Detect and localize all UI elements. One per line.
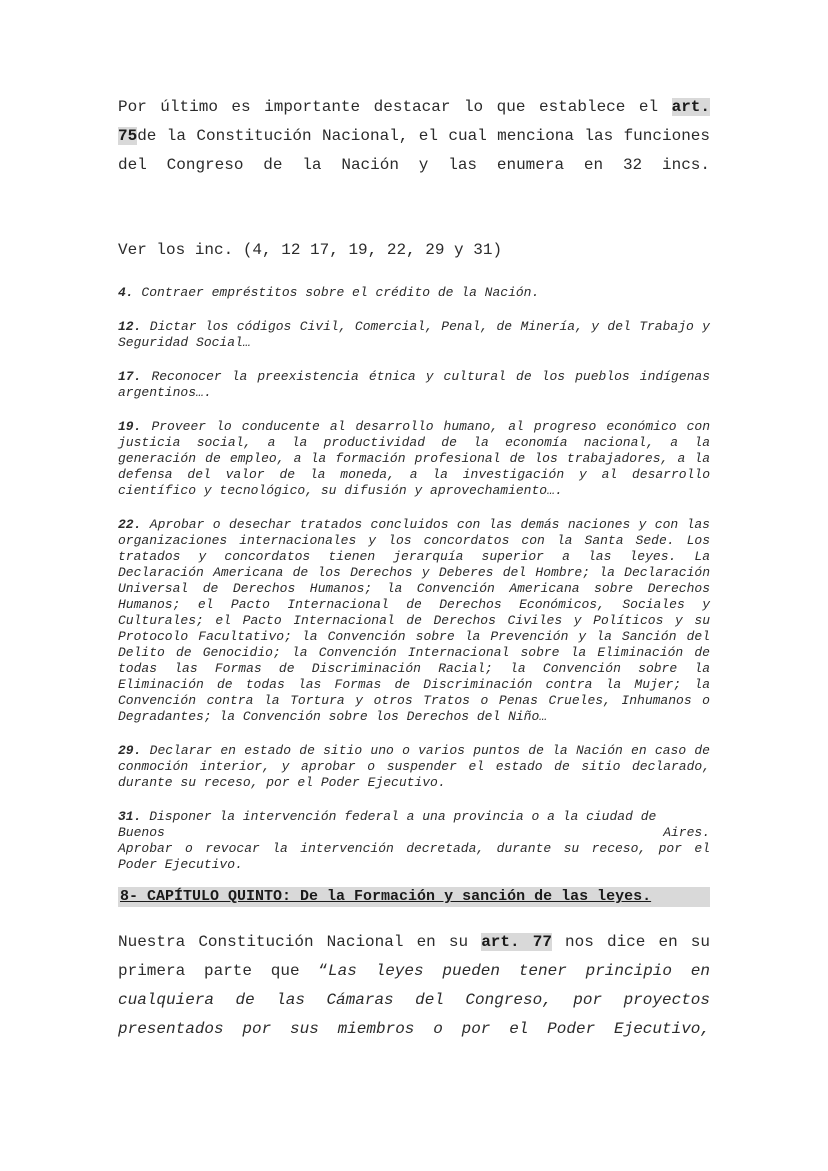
article-77-highlight: art. 77 — [481, 933, 552, 951]
inciso-number: 29. — [118, 743, 142, 758]
inciso-22 — [118, 517, 710, 725]
inciso-17 — [118, 369, 710, 401]
chapter-title: CAPÍTULO QUINTO: De la Formación y sanción de las leyes. — [147, 888, 652, 905]
article-77-quote: Las leyes pueden tener principio en cualquiera de las Cámaras del Congreso, por proyectos presentados por sus miembros o por el Poder Ejecutivo, — [118, 962, 710, 1038]
chapter-heading — [118, 887, 710, 907]
inciso-19 — [118, 419, 710, 499]
intro-paragraph — [118, 93, 710, 209]
paragraph-text: Nuestra Constitución Nacional en su — [118, 933, 482, 951]
inciso-number: 19. — [118, 419, 142, 434]
inciso-number: 31. — [118, 809, 142, 824]
paragraph-text-continued: nos dice en su primera parte que “ — [118, 933, 710, 980]
inciso-text: Declarar en estado de sitio uno o varios puntos de la Nación en caso de conmoción interior, y aprobar o suspender el estado de sitio declarado, durante su receso, por el Poder Ejecutivo. — [118, 743, 710, 790]
inciso-text: Reconocer la preexistencia étnica y cultural de los pueblos indígenas argentinos…. — [118, 369, 710, 400]
inciso-text-rest: Aprobar o revocar la intervención decretada, durante su receso, por el Poder Ejecutivo. — [118, 841, 710, 872]
inciso-text-right: Aires. — [663, 825, 710, 840]
inciso-number: 22. — [118, 517, 142, 532]
article-75-highlight: art. 75 — [118, 98, 710, 145]
article-77-paragraph — [118, 928, 710, 1073]
inciso-number: 12. — [118, 319, 142, 334]
inciso-text: Aprobar o desechar tratados concluidos con las demás naciones y con las organizaciones internacionales y los concordatos con la Santa Sede. Los tratados y concordatos tienen jerarquía superior a las leyes. La Declaración Americana de los Derechos y Deberes del Hombre; la Declaración Universal de Derechos Humanos; la Convención Americana sobre Derechos Humanos; el Pacto Internacional de Derechos Económicos, Sociales y Culturales; el Pacto Internacional de Derechos Civiles y Políticos y su Protocolo Facultativo; la Convención sobre la Prevención y la Sanción del Delito de Genocidio; la Convención Internacional sobre la Eliminación de todas las Formas de Discriminación Racial; la Convención sobre la Eliminación de todas las Formas de Discriminación contra la Mujer; la Convención contra la Tortura y otros Tratos o Penas Crueles, Inhumanos o Degradantes; la Convención sobre los Derechos del Niño… — [118, 517, 710, 724]
chapter-number: 8- — [120, 888, 148, 905]
inciso-text: Dictar los códigos Civil, Comercial, Penal, de Minería, y del Trabajo y Seguridad Social… — [118, 319, 710, 350]
inciso-text-left: Buenos — [118, 825, 165, 840]
incisos-reference: Ver los inc. (4, 12 17, 19, 22, 29 y 31) — [118, 241, 503, 259]
inciso-12 — [118, 319, 710, 351]
inciso-text: Contraer empréstitos sobre el crédito de la Nación. — [133, 285, 540, 300]
inciso-29 — [118, 743, 710, 791]
document-page — [118, 93, 710, 1073]
inciso-4 — [118, 285, 710, 301]
intro-text: Por último es importante destacar lo que establece el — [118, 98, 672, 116]
inciso-number: 4. — [118, 285, 134, 300]
inciso-number: 17. — [118, 369, 142, 384]
inciso-text: Disponer la intervención federal a una provincia o a la ciudad de — [141, 809, 657, 824]
intro-text-continued: de la Constitución Nacional, el cual menciona las funciones del Congreso de la Nación y las enumera en 32 incs. — [118, 127, 710, 174]
inciso-text: Proveer lo conducente al desarrollo humano, al progreso económico con justicia social, a la productividad de la economía nacional, a la generación de empleo, a la formación profesional de los trabajadores, a la defensa del valor de la moneda, a la investigación y al desarrollo científico y tecnológico, su difusión y aprovechamiento…. — [118, 419, 710, 498]
inciso-31 — [118, 809, 710, 873]
